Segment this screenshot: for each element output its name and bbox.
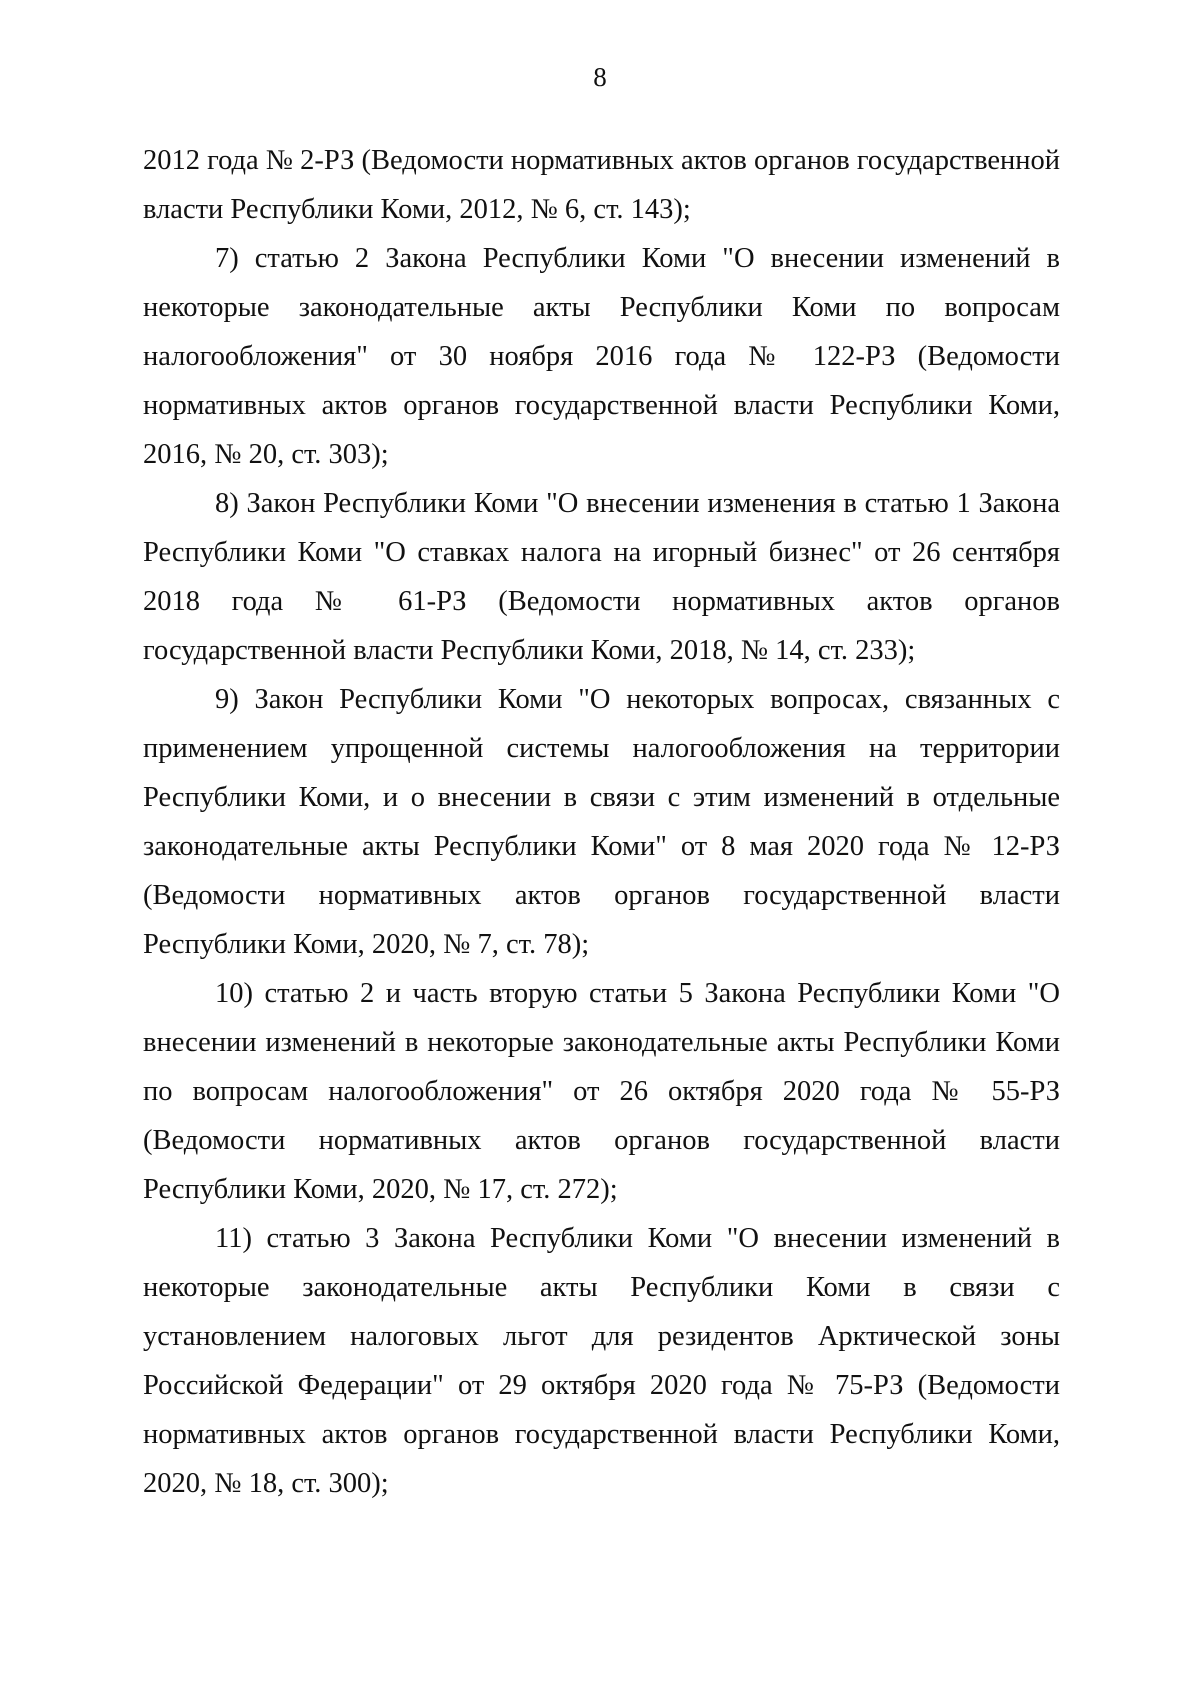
list-item-9: 9) Закон Республики Коми "О некоторых вопросах, связанных с применением упрощенной системы налогообложения на территории Республики Коми, и о внесении в связи с этим изменений в отдельные законодательные акты Республики Коми" от 8 мая 2020 года № 12-РЗ (Ведомости нормативных актов органов государственной власти Республики Коми, 2020, № 7, ст. 78); (143, 684, 1060, 960)
list-item-11: 11) статью 3 Закона Республики Коми "О внесении изменений в некоторые законодательные акты Республики Коми в связи с установлением налоговых льгот для резидентов Арктической зоны Российской Федерации" от 29 октября 2020 года № 75-РЗ (Ведомости нормативных актов органов государственной власти Республики Коми, 2020, № 18, ст. 300); (143, 1223, 1060, 1499)
list-item-7: 7) статью 2 Закона Республики Коми "О внесении изменений в некоторые законодательные акты Республики Коми по вопросам налогообложения" от 30 ноября 2016 года № 122-РЗ (Ведомости нормативных актов органов государственной власти Республики Коми, 2016, № 20, ст. 303); (143, 243, 1060, 470)
paragraph-continuation: 2012 года № 2-РЗ (Ведомости нормативных актов органов государственной власти Республики Коми, 2012, № 6, ст. 143); (143, 145, 1061, 225)
page-number: 8 (593, 62, 607, 92)
list-item-10: 10) статью 2 и часть вторую статьи 5 Закона Республики Коми "О внесении изменений в некоторые законодательные акты Республики Коми по вопросам налогообложения" от 26 октября 2020 года № 55-РЗ (Ведомости нормативных актов органов государственной власти Республики Коми, 2020, № 17, ст. 272); (143, 978, 1060, 1205)
list-item-8: 8) Закон Республики Коми "О внесении изменения в статью 1 Закона Республики Коми "О ставках налога на игорный бизнес" от 26 сентября 2018 года № 61-РЗ (Ведомости нормативных актов органов государственной власти Республики Коми, 2018, № 14, ст. 233); (143, 488, 1060, 666)
document-body (143, 136, 1060, 1508)
